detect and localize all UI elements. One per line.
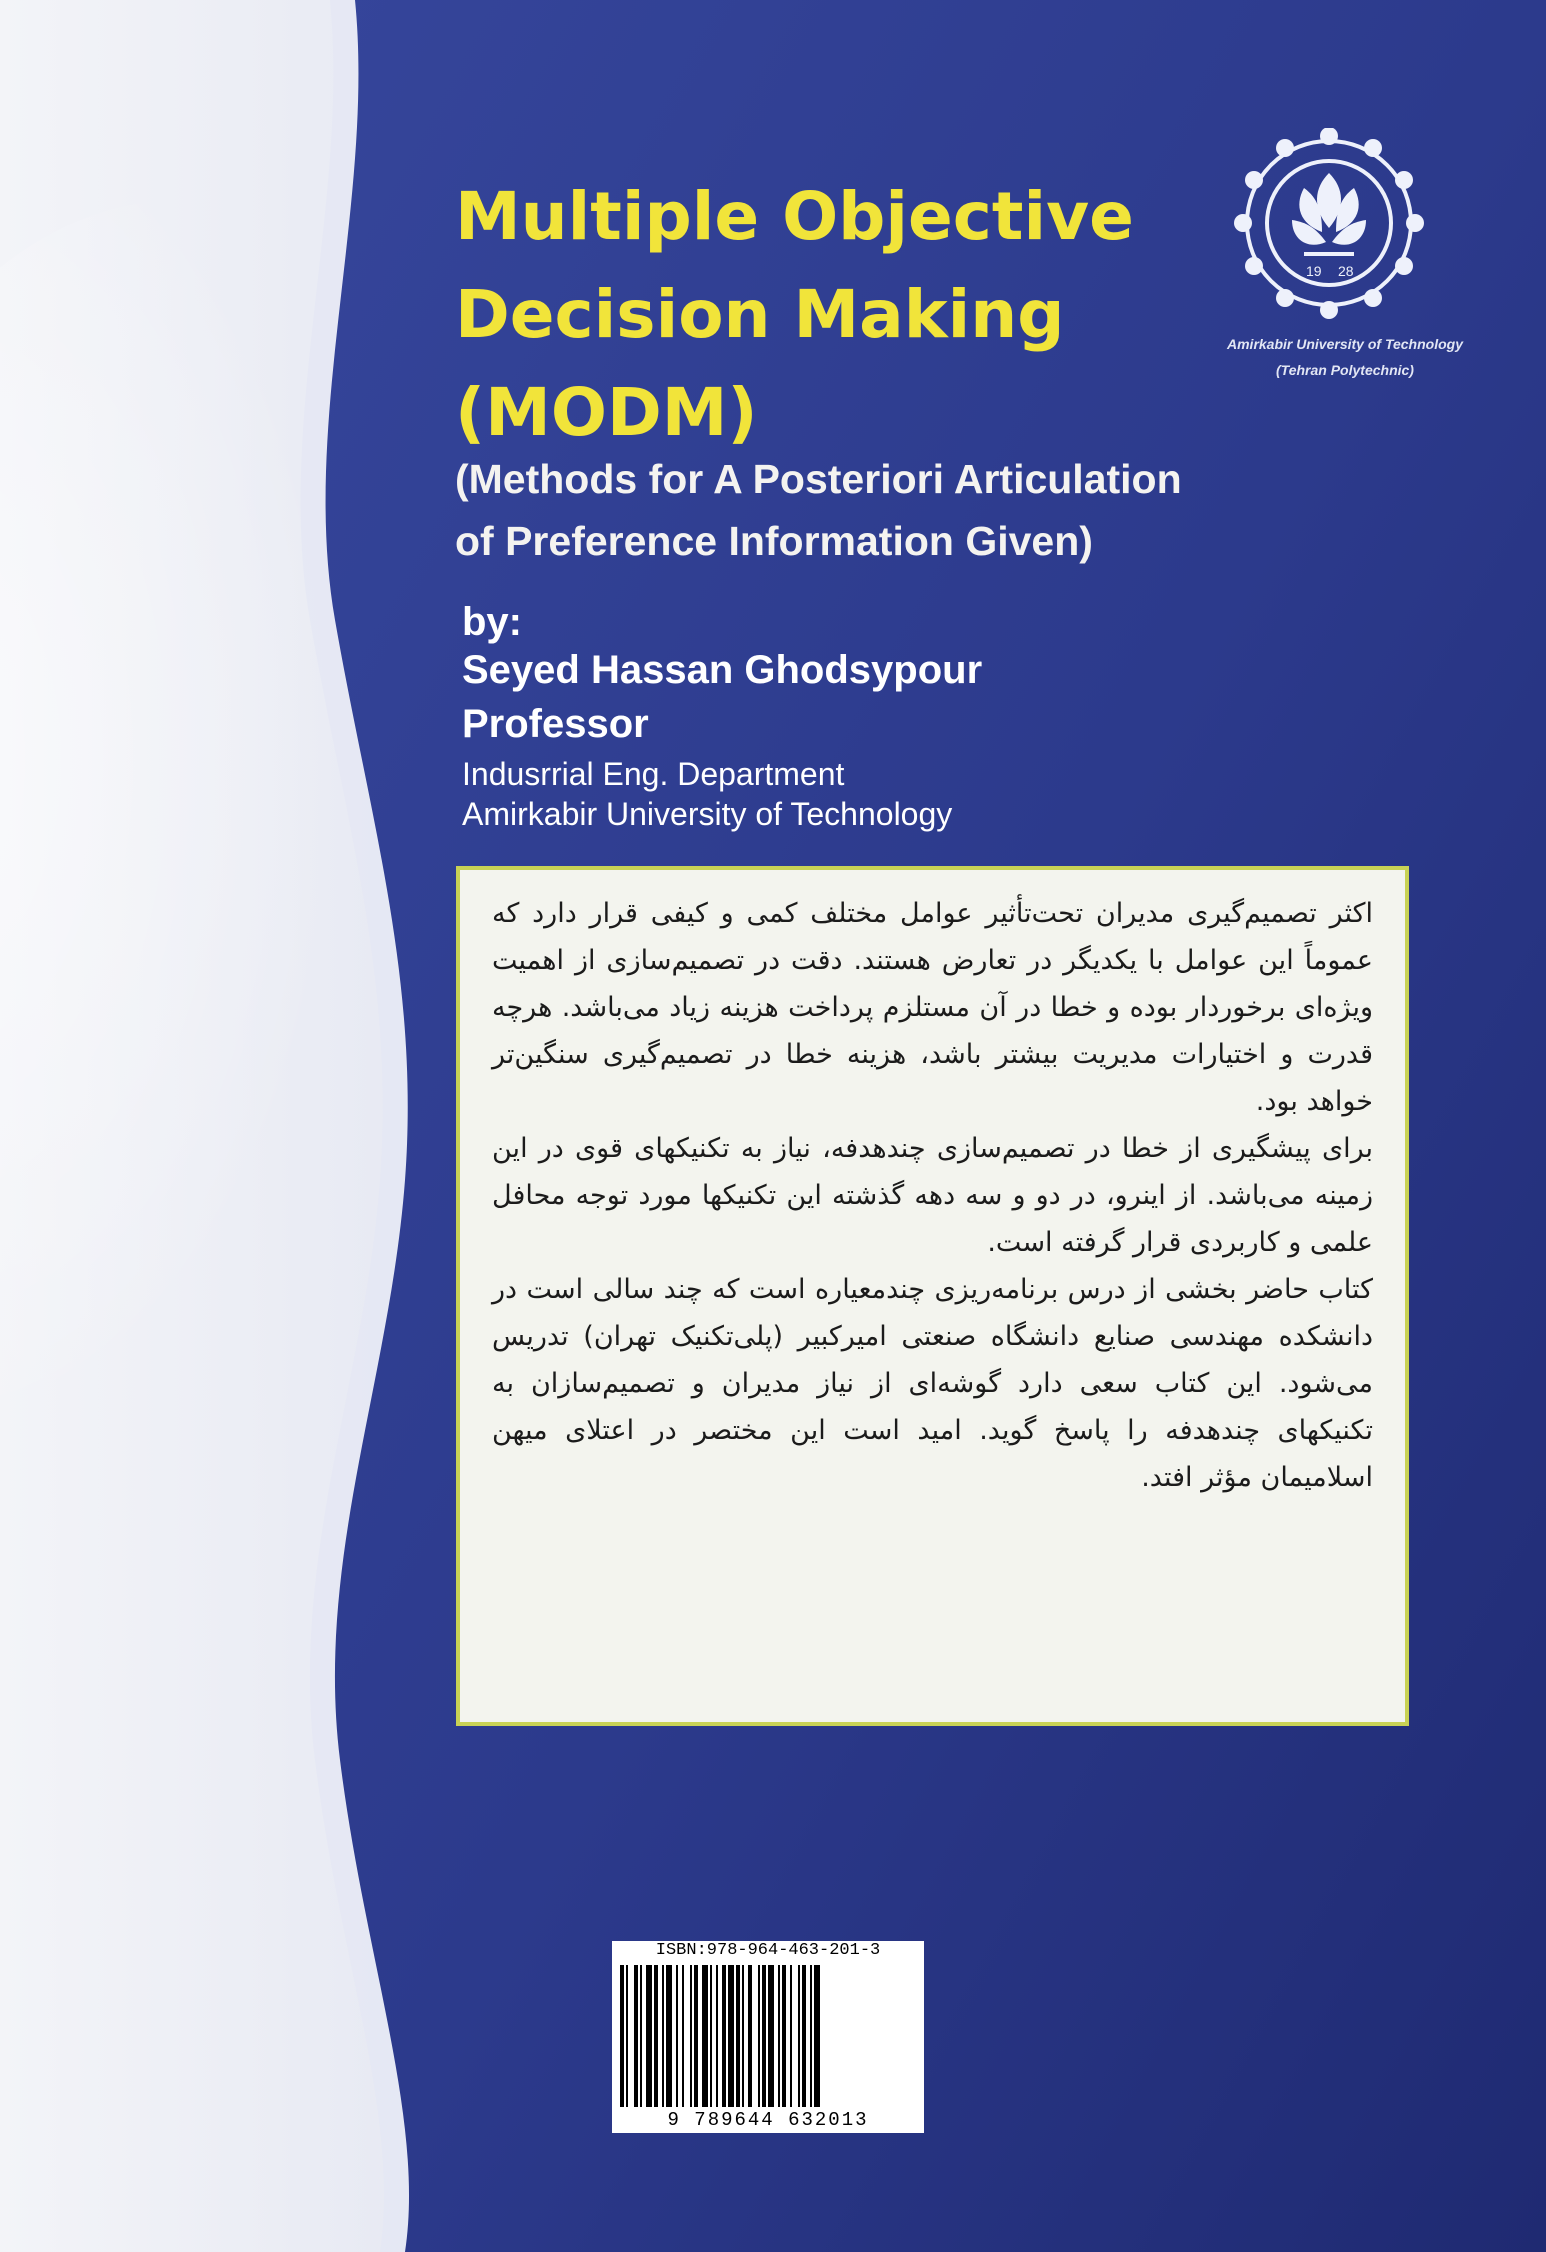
barcode-bar <box>702 1965 708 2107</box>
barcode-bar <box>640 1965 642 2107</box>
barcode-bar <box>620 1965 624 2107</box>
book-title <box>455 168 1275 462</box>
barcode-bar <box>716 1965 718 2107</box>
logo-year-left: 19 <box>1306 263 1322 279</box>
barcode-bar <box>782 1965 786 2107</box>
barcode-bar <box>778 1965 780 2107</box>
description-paragraph: اکثر تصمیم‌گیری مدیران تحت‌تأثیر عوامل مختلف کمی و کیفی قرار دارد که عموماً این عوامل با یکدیگر در تعارض هستند. دقت در تصمیم‌سازی از اهمیت ویژه‌ای برخوردار بوده و خطا در آن مستلزم پرداخت هزینه زیاد می‌باشد. هرچه قدرت و اختیارات مدیریت بیشتر باشد، هزینه خطا در تصمیم‌گیری سنگین‌تر خواهد بود. <box>492 898 1373 1117</box>
isbn-barcode <box>612 1941 924 2133</box>
subtitle-line: (Methods for A Posteriori Articulation <box>455 456 1182 502</box>
isbn-digits: 9 789644 632013 <box>667 2109 869 2131</box>
barcode-bar <box>676 1965 678 2107</box>
barcode-bar <box>768 1965 774 2107</box>
isbn-label: ISBN:978-964-463-201-3 <box>655 1941 881 1960</box>
author-name: Seyed Hassan Ghodsypour <box>462 648 983 692</box>
barcode-bar <box>736 1965 740 2107</box>
description-paragraph: برای پیشگیری از خطا در تصمیم‌سازی چندهدفه، نیاز به تکنیکهای قوی در این زمینه می‌باشد. از اینرو، در دو و سه دهه گذشته این تکنیکها مورد توجه محافل علمی و کاربردی قرار گرفته است. <box>492 1133 1373 1258</box>
description-paragraph: کتاب حاضر بخشی از درس برنامه‌ریزی چندمعیاره است که چند سالی است در دانشکده مهندسی صنایع دانشگاه صنعتی امیرکبیر (پلی‌تکنیک تهران) تدریس می‌شود. این کتاب سعی دارد گوشه‌ای از نیاز مدیران و تصمیم‌سازان به تکنیکهای چندهدفه را پاسخ گوید. امید است این مختصر در اعتلای میهن اسلامیمان مؤثر افتد. <box>492 1274 1373 1493</box>
author-department: Indusrrial Eng. Department <box>462 756 845 792</box>
barcode-bar <box>690 1965 692 2107</box>
by-label: by: <box>462 600 522 644</box>
author-university: Amirkabir University of Technology <box>462 796 953 832</box>
logo-caption-university: Amirkabir University of Technology <box>1227 336 1463 352</box>
barcode-bar <box>710 1965 712 2107</box>
barcode-bar <box>722 1965 726 2107</box>
barcode-bar <box>810 1965 812 2107</box>
description-box <box>456 866 1409 1726</box>
barcode-bar <box>626 1965 628 2107</box>
barcode-bar <box>634 1965 638 2107</box>
barcode-bar <box>748 1965 752 2107</box>
barcode-bar <box>798 1965 800 2107</box>
barcode-bar <box>646 1965 652 2107</box>
barcode-bar <box>802 1965 806 2107</box>
barcode-bar <box>666 1965 672 2107</box>
author-rank: Professor <box>462 702 649 746</box>
logo-year-right: 28 <box>1338 263 1354 279</box>
barcode-bar <box>742 1965 744 2107</box>
barcode-bar <box>694 1965 698 2107</box>
barcode-bar <box>762 1965 766 2107</box>
title-line: Decision Making <box>455 276 1065 353</box>
barcode-bar <box>728 1965 734 2107</box>
barcode-bar <box>654 1965 658 2107</box>
barcode-bar <box>758 1965 760 2107</box>
barcode-bar <box>682 1965 684 2107</box>
title-line: Multiple Objective <box>455 178 1134 255</box>
title-line: (MODM) <box>455 374 758 451</box>
barcode-bars-icon <box>618 1965 918 2107</box>
barcode-bar <box>814 1965 820 2107</box>
barcode-bar <box>662 1965 664 2107</box>
logo-caption-polytechnic: (Tehran Polytechnic) <box>1276 362 1414 378</box>
subtitle-line: of Preference Information Given) <box>455 518 1093 564</box>
barcode-bar <box>790 1965 792 2107</box>
book-subtitle <box>455 448 1355 572</box>
